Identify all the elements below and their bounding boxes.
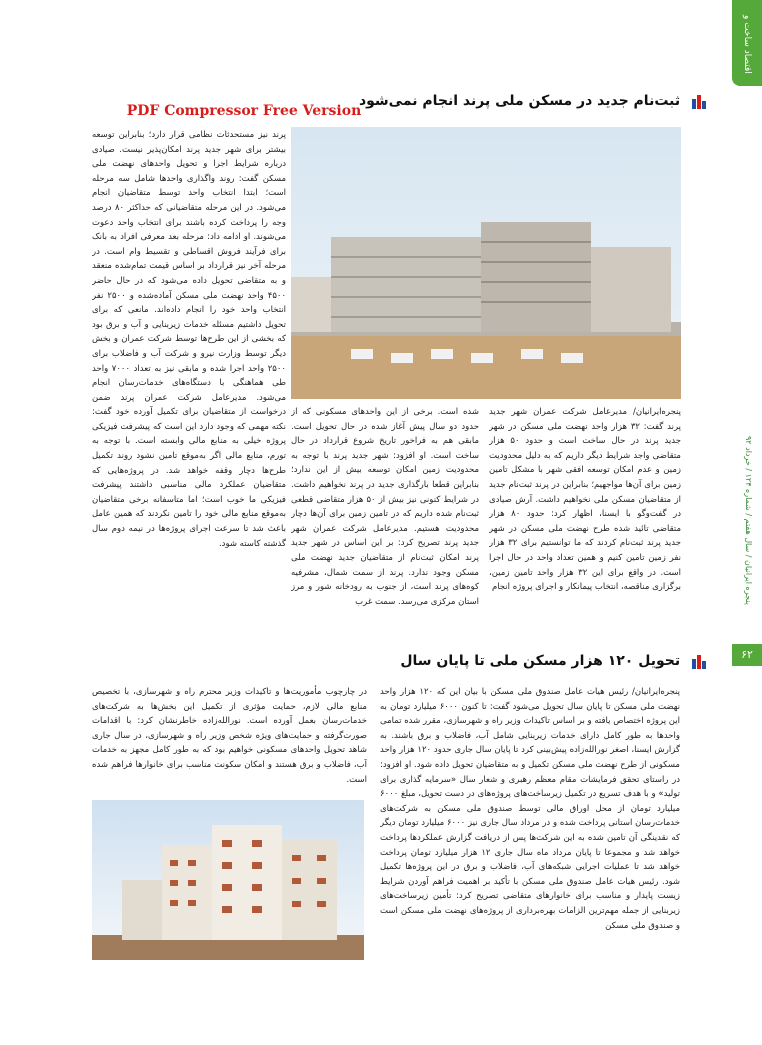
article1-column-left: پرند نیز مستحدثات نظامی قرار دارد؛ بنابراین توسعه بیشتر برای شهر جدید پرند امکان‌پذیر نیست. صیادی درباره شرایط اجرا و تحویل واحدهای نهضت ملی مسکن گفت: روند واگذاری واحدها شامل سه مرحله است؛ ابتدا انتخاب واحد توسط متقاضیان انجام می‌شود. در این مرحله متقاضیانی که حداکثر ۸۰ درصد وجه را پرداخت کرده باشند برای انتخاب واحد دعوت می‌شوند. او ادامه داد: مرحله بعد معرفی افراد به بانک برای فرآیند فروش اقساطی و تقسیط وام است. در مرحله آخر نیز قرارداد بر اساس قیمت تمام‌شده منعقد و به متقاضی تحویل داده می‌شود که در حال حاضر ۴۵۰۰ واحد نهضت ملی مسکن آماده‌شده و ۲۵۰۰ نفر انتخاب واحد خود را انجام داده‌اند. مانعی که برای تحویل داشتیم مسئله خدمات زیربنایی و آب و برق بود که بخشی از این طرح‌ها توسط شرکت عمران و بخش دیگر توسط وزارت نیرو و شرکت آب و فاضلاب برای ۲۵۰۰ واحد اجرا شده و مابقی نیز به تعداد ۷۰۰۰ واحد طی هماهنگی با دستگاه‌های خدمات‌رسان انجام می‌شود. مدیرعامل شرکت عمران پرند ضمن درخواست از متقاضیان برای تکمیل آورده خود گفت: نکته مهمی که وجود دارد این است که پیشرفت فیزیکی پروژه خیلی به منابع مالی وابسته است. با توجه به تورم، منابع مالی اگر به‌موقع تامین نشود روند تکمیل طرح‌ها دچار وقفه خواهد شد. در پروژه‌هایی که متقاضیان عملکرد مالی مناسبی داشتند پیشرفت فیزیکی ما خوب است؛ اما متاسفانه برخی متقاضیان به‌موقع منابع مالی خود را تامین نکردند که همین عامل باعث شد تا سرعت اجرای پروژه‌ها در نیمه دوم سال گذشته کاسته شود. [92,130,286,549]
article2-heading [400,650,707,672]
magazine-issue-info: پنجره ایرانیان / سال هفتم / شماره ۱۲۴ / خرداد ۹۲ [744,435,753,605]
article2-title: تحویل ۱۲۰ هزار مسکن ملی تا پایان سال [400,653,681,669]
section-tab-label: اقتصاد ساخت و ساز [720,14,752,74]
bar-chart-icon [691,93,707,109]
apartment-buildings-photo [92,800,364,960]
construction-site-photo [291,127,681,399]
section-tab [720,0,762,86]
article1-column-right: پنجره‌ایرانیان/ مدیرعامل شرکت عمران شهر جدید پرند گفت: ۳۲ هزار واحد نهضت ملی مسکن در شهر جدید پرند در حال ساخت است و حدود ۵۰ هزار متقاضی واجد شرایط دیگر داریم که به دلیل محدودیت زمین و عدم امکان توسعه افقی شهر با مشکل تامین زمین برای آن‌ها مواجهیم؛ بنابراین در پرند ثبت‌نام جدید از متقاضیان مسکن ملی نخواهیم داشت. آرش صیادی در گفت‌وگو با ایسنا، اظهار کرد: حدود ۸۰ هزار متقاضی تائید شده طرح نهضت ملی مسکن در شهر جدید پرند ثبت‌نام کردند که ما توانستیم برای ۳۲ هزار نفر زمین تامین کنیم و همین تعداد واحد در حال اجرا است. در واقع برای این ۳۲ هزار واحد تامین زمین، برگزاری مناقصه، انتخاب پیمانکار و اجرای پروژه انجام [489,407,681,593]
article2-column-left: در چارچوب مأموریت‌ها و تاکیدات وزیر محترم راه و شهرسازی، با تخصیص منابع مالی لازم، حمایت مؤثری از تکمیل این بخش‌ها به شرکت‌های خدمات‌رسان بعمل آورده است. نورالله‌زاده خاطرنشان کرد: با اقدامات صورت‌گرفته و حمایت‌های ویژه شخص وزیر راه و شهرسازی، در سال جاری شاهد تحویل واحدهای مسکونی خواهیم بود که به طور کامل مجهز به خدمات آب، فاضلاب و برق هستند و امکان سکونت مناسب برای خانوارها فراهم شده است. [92,687,367,785]
page-number: ۶۲ [732,644,762,666]
article1-column-middle: شده است. برخی از این واحدهای مسکونی که از حدود دو سال پیش آغاز شده در حال تحویل است. مابقی هم به فراخور تاریخ شروع قرارداد در حال ساخت است. او افزود: شهر جدید پرند با توجه به محدودیت زمین امکان توسعه بیش از این ندارد؛ بنابراین قطعا بارگذاری جدید در پرند نخواهیم داشت. در شرایط کنونی نیز بیش از ۵۰ هزار متقاضی قطعی ثبت‌نام شده داریم که در تامین زمین برای آن‌ها دچار محدودیت هستیم. مدیرعامل شرکت عمران شهر جدید پرند تصریح کرد: بر این اساس در شهر جدید پرند امکان ثبت‌نام از متقاضیان جدید نهضت ملی مسکن وجود ندارد. پرند از سمت شمال، مشرفیه کوه‌های پرند است، از جنوب به رودخانه شور و مرز استان مرکزی می‌رسد. سمت غرب [291,407,479,607]
article1-heading [358,90,707,112]
article1-title: ثبت‌نام جدید در مسکن ملی پرند انجام نمی‌شود [358,93,681,109]
bar-chart-icon [691,653,707,669]
watermark-text: PDF Compressor Free Version [126,103,362,119]
article2-column-right: پنجره‌ایرانیان/ رئیس هیات عامل صندوق ملی مسکن با بیان این که ۱۲۰ هزار واحد نهضت ملی مسکن تا پایان سال تحویل می‌شود گفت: تا کنون ۶۰۰۰ میلیارد تومان به این پروژه اختصاص یافته و بر اساس تاکیدات وزیر راه و شهرسازی، مقرر شده تمامی واحدها به طور کامل دارای خدمات زیربنایی شامل آب، فاضلاب و برق باشند. به گزارش ایسنا، اصغر نورالله‌زاده پیش‌بینی کرد تا پایان سال جاری حدود ۱۲۰ هزار واحد مسکونی از طرح نهضت ملی مسکن تکمیل و به متقاضیان تحویل داده شود. او افزود: در راستای تحقق فرمایشات مقام معظم رهبری و شعار سال «سرمایه گذاری برای تولید» و با هدف تسریع در تکمیل زیرساخت‌های پروژه‌های در دست تحویل، مبلغ ۶۰۰۰ میلیارد تومان از محل اوراق مالی توسط صندوق ملی مسکن به شرکت‌های خدمات‌رسان استانی پرداخت شده و در مرداد سال جاری نیز ۶۰۰۰ میلیارد تومان دیگر که نقدینگی آن تامین شده به این شرکت‌ها پس از دریافت گزارش عملکردها پرداخت خواهد شد و مجموعا تا پایان مرداد ماه سال جاری ۱۲ هزار میلیارد تومان پرداخت خواهد شد تا عملیات اجرایی شبکه‌های آب، فاضلاب و برق در این پروژه‌ها تکمیل شود. رئیس هیات عامل صندوق ملی مسکن با تأکید بر اهمیت فراهم آوردن شرایط زیست پایدار و مناسب برای خانوارهای متقاضی تصریح کرد: تأمین زیرساخت‌های زیربنایی از جمله مهم‌ترین الزامات بهره‌برداری از پروژه‌های نهضت ملی مسکن است و صندوق ملی مسکن [380,687,680,931]
